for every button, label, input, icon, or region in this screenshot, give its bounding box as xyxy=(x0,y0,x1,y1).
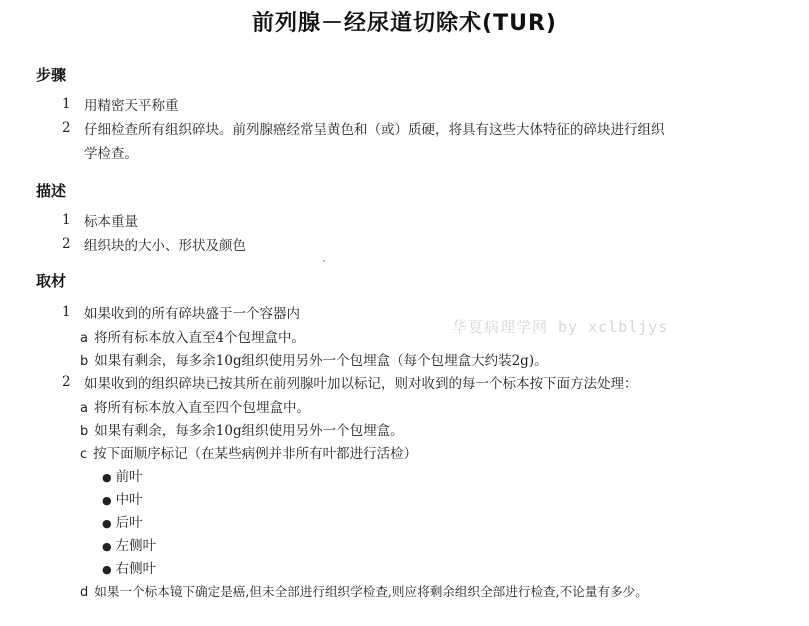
description-item-2-text: 组织块的大小、形状及颜色 xyxy=(84,238,246,254)
section-heading-steps: 步骤 xyxy=(36,66,67,84)
sampling-item-1-number: 1 xyxy=(62,304,71,320)
description-item-2-number: 2 xyxy=(62,236,71,252)
steps-item-2-text: 仔细检查所有组织碎块。前列腺癌经常呈黄色和（或）质硬，将具有这些大体特征的碎块进行组织 xyxy=(84,122,665,138)
item-text: 将所有标本放入直至4个包埋盒中。 xyxy=(93,330,306,346)
sampling-item-2-number: 2 xyxy=(62,374,71,390)
bullet-icon: ● xyxy=(102,563,112,576)
steps-item-2-number: 2 xyxy=(62,120,71,136)
sampling-item-2b xyxy=(80,421,404,442)
item-text: 如果一个标本镜下确定是癌,但未全部进行组织学检查,则应将剩余组织全部进行检查,不论量有多少。 xyxy=(94,584,648,599)
steps-item-1-number: 1 xyxy=(62,96,71,112)
lobe-label: 右侧叶 xyxy=(115,561,157,577)
sampling-item-2d xyxy=(80,582,648,603)
item-letter: b xyxy=(80,424,89,439)
item-letter: d xyxy=(80,585,89,600)
lobe-label: 中叶 xyxy=(115,492,143,508)
description-item-1-number: 1 xyxy=(62,212,71,228)
sampling-item-2a xyxy=(80,398,310,419)
item-text: 如果有剩余，每多余10g组织使用另外一个包埋盒。 xyxy=(94,423,404,439)
description-item-1-text: 标本重量 xyxy=(84,214,138,230)
sampling-item-1b xyxy=(80,351,548,372)
lobe-item xyxy=(102,513,143,534)
lobe-item xyxy=(102,490,143,511)
sampling-item-1a xyxy=(80,328,305,349)
sampling-item-2c xyxy=(80,444,417,465)
page-title: 前列腺－经尿道切除术(TUR) xyxy=(252,11,557,36)
bullet-icon: ● xyxy=(102,540,112,553)
sampling-item-1-text: 如果收到的所有碎块盛于一个容器内 xyxy=(84,306,300,322)
item-letter: b xyxy=(80,354,89,369)
lobe-item xyxy=(102,536,156,557)
section-heading-description: 描述 xyxy=(36,182,67,200)
item-letter: a xyxy=(80,401,88,416)
item-letter: a xyxy=(80,331,88,346)
item-letter: c xyxy=(80,447,88,462)
steps-item-2-continuation: 学检查。 xyxy=(84,146,138,162)
scan-speck xyxy=(323,260,325,262)
lobe-item xyxy=(102,467,143,488)
bullet-icon: ● xyxy=(102,494,112,507)
item-text: 按下面顺序标记（在某些病例并非所有叶都进行活检） xyxy=(93,446,418,462)
lobe-item xyxy=(102,559,156,580)
lobe-label: 前叶 xyxy=(115,469,143,485)
bullet-icon: ● xyxy=(102,517,112,530)
sampling-item-2-text: 如果收到的组织碎块已按其所在前列腺叶加以标记，则对收到的每一个标本按下面方法处理： xyxy=(84,376,638,392)
lobe-label: 左侧叶 xyxy=(115,538,157,554)
item-text: 将所有标本放入直至四个包埋盒中。 xyxy=(93,400,310,416)
lobe-label: 后叶 xyxy=(115,515,143,531)
section-heading-sampling: 取材 xyxy=(36,272,67,290)
bullet-icon: ● xyxy=(102,471,112,484)
item-text: 如果有剩余，每多余10g组织使用另外一个包埋盒（每个包埋盒大约装2g)。 xyxy=(94,353,548,369)
watermark-text: 华夏病理学网 by xclbljys xyxy=(452,318,669,336)
steps-item-1-text: 用精密天平称重 xyxy=(84,98,179,114)
